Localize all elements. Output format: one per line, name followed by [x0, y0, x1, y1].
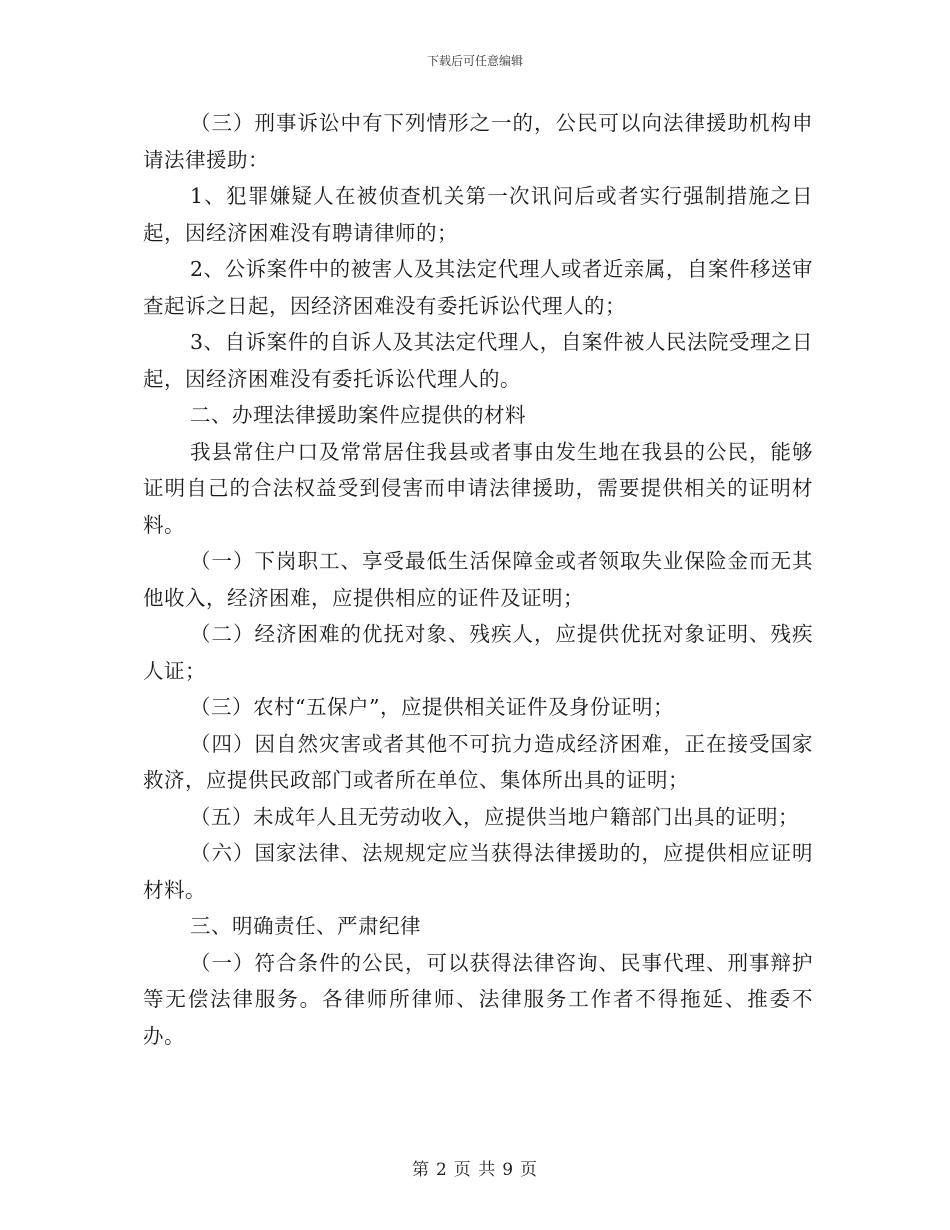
- page-header-note: 下载后可任意编辑: [426, 54, 523, 68]
- footer-middle: 页 共: [453, 1160, 497, 1180]
- paragraph-criminal-item-2: 2、公诉案件中的被害人及其法定代理人或者近亲属，自案件移送审查起诉之日起，因经济困难没有委托诉讼代理人的；: [143, 257, 813, 318]
- paragraph-criminal-item-1: 1、犯罪嫌疑人在被侦查机关第一次讯问后或者实行强制措施之日起，因经济困难没有聘请律师的；: [143, 184, 813, 245]
- paragraph-criminal-item-3: 3、自诉案件的自诉人及其法定代理人，自案件被人民法院受理之日起，因经济困难没有委托诉讼代理人的。: [143, 330, 813, 391]
- paragraph-materials-intro: 我县常住户口及常常居住我县或者事由发生地在我县的公民，能够证明自己的合法权益受到侵害而申请法律援助，需要提供相关的证明材料。: [143, 439, 813, 537]
- page-footer: [0, 1155, 950, 1180]
- paragraph-material-item-4: （四）因自然灾害或者其他不可抗力造成经济困难，正在接受国家救济，应提供民政部门或者所在单位、集体所出具的证明；: [143, 731, 813, 792]
- paragraph-material-item-2: （二）经济困难的优抚对象、残疾人，应提供优抚对象证明、残疾人证；: [143, 622, 813, 683]
- paragraph-material-item-3: （三）农村“五保户”，应提供相关证件及身份证明；: [190, 695, 674, 719]
- footer-prefix: 第: [411, 1160, 430, 1180]
- paragraph-criminal-cases-intro: （三）刑事诉讼中有下列情形之一的，公民可以向法律援助机构申请法律援助：: [143, 111, 813, 172]
- paragraph-material-item-6: （六）国家法律、法规规定应当获得法律援助的，应提供相应证明材料。: [143, 841, 813, 902]
- section-heading-responsibility: 三、明确责任、严肃纪律: [190, 914, 421, 938]
- paragraph-material-item-1: （一）下岗职工、享受最低生活保障金或者领取失业保险金而无其他收入，经济困难，应提供相应的证件及证明；: [143, 549, 813, 610]
- footer-suffix: 页: [520, 1160, 539, 1180]
- footer-current-page: 2: [435, 1160, 448, 1180]
- paragraph-responsibility-item-1: （一）符合条件的公民，可以获得法律咨询、民事代理、刑事辩护等无偿法律服务。各律师所律师、法律服务工作者不得拖延、推委不办。: [143, 950, 813, 1048]
- document-body: [143, 105, 813, 1054]
- footer-total-pages: 9: [502, 1160, 515, 1180]
- section-heading-materials: 二、办理法律援助案件应提供的材料: [190, 403, 526, 427]
- paragraph-material-item-5: （五）未成年人且无劳动收入，应提供当地户籍部门出具的证明；: [190, 804, 799, 829]
